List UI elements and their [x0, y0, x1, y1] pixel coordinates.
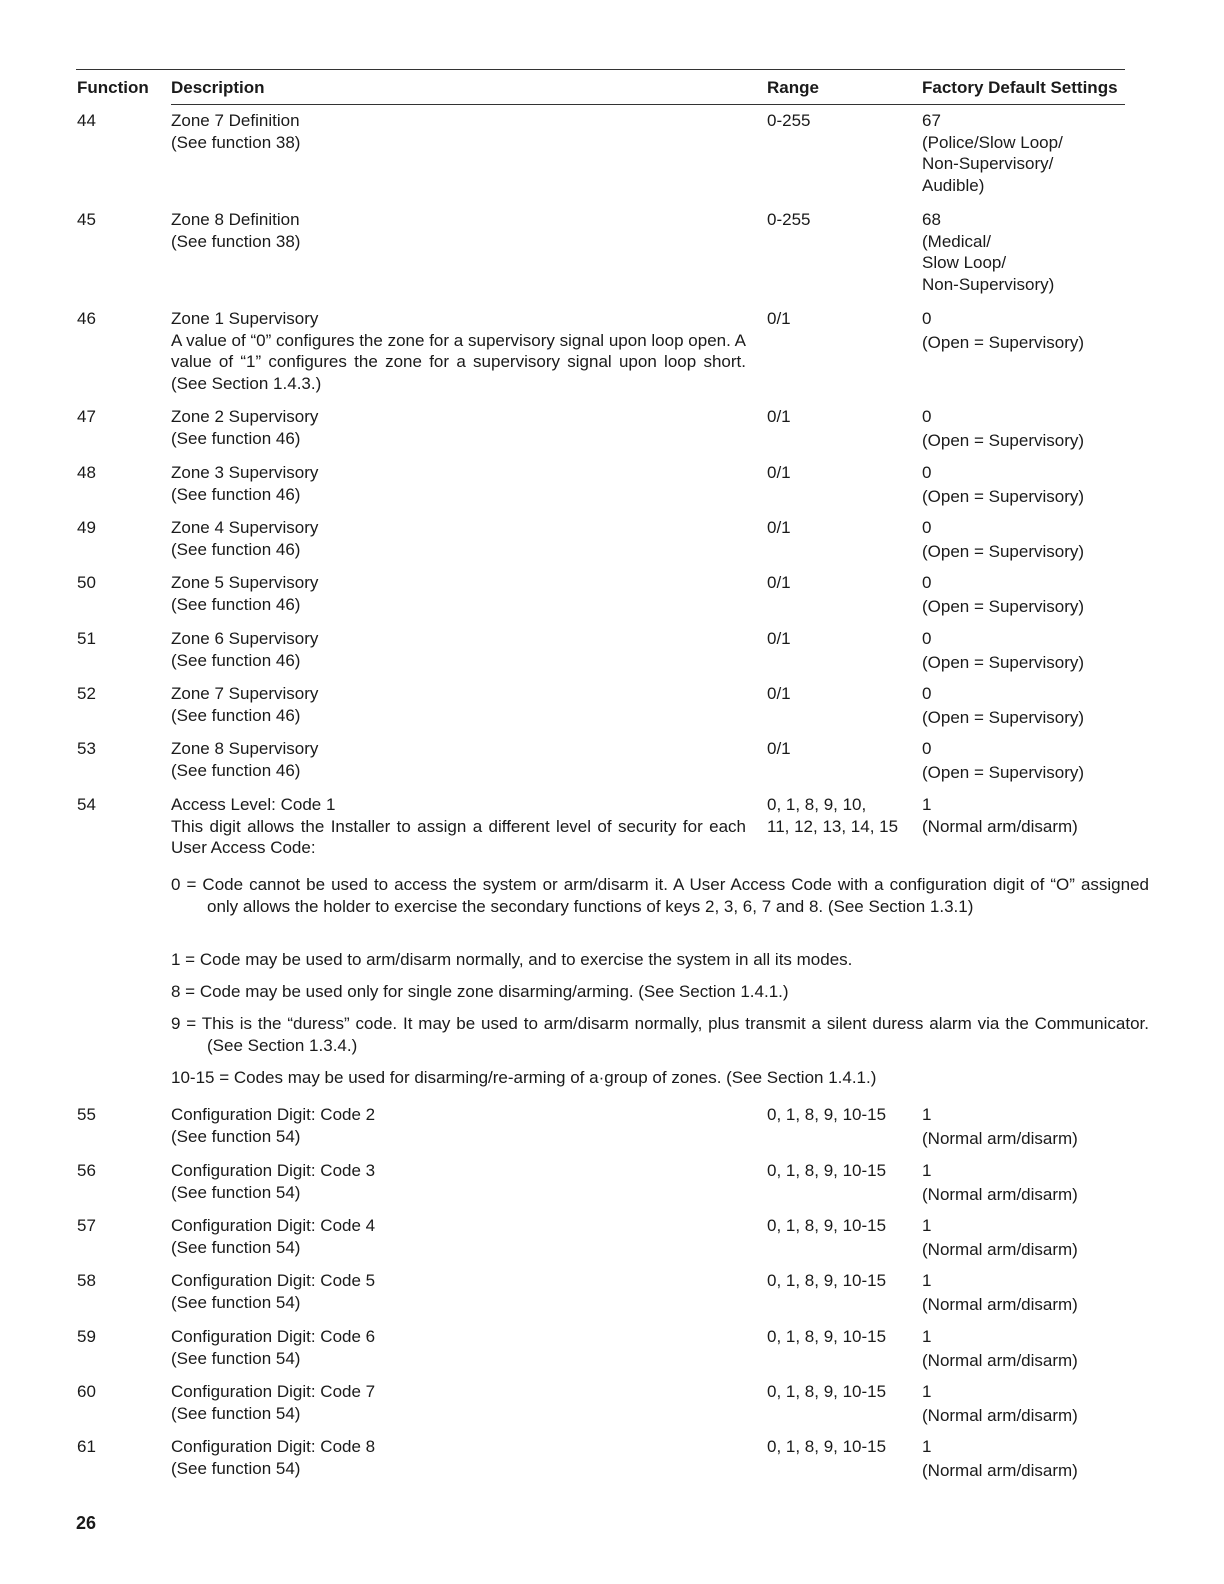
description-text: (See function 54) [171, 1348, 301, 1368]
default-value: 1 [922, 1161, 932, 1180]
description-cell [171, 572, 746, 615]
description-text: (See function 46) [171, 539, 301, 559]
range-value: 0, 1, 8, 9, 10-15 [767, 1161, 887, 1180]
range-value: 0, 1, 8, 9, 10-15 [767, 1327, 887, 1346]
description-text: (See function 54) [171, 1292, 301, 1312]
range-value: 0/1 [767, 407, 791, 426]
default-note: Non-Supervisory/ [922, 154, 1054, 173]
default-value: 1 [922, 795, 932, 814]
description-text: (See function 46) [171, 484, 301, 504]
description-text: (See function 54) [171, 1458, 301, 1478]
range-cell [767, 308, 917, 330]
range-cell [767, 406, 917, 428]
default-value: 68 [922, 210, 941, 229]
function-number: 52 [77, 684, 96, 703]
range-value: 0/1 [767, 309, 791, 328]
description-cell [171, 1270, 746, 1313]
header-rule [171, 104, 1125, 105]
description-title: Zone 5 Supervisory [171, 573, 319, 592]
default-cell [922, 1104, 1122, 1149]
description-cell [171, 738, 746, 781]
range-value: 0-255 [767, 111, 811, 130]
function-number: 58 [77, 1271, 96, 1290]
header-default: Factory Default Settings [922, 78, 1118, 97]
description-cell [171, 1215, 746, 1258]
default-value: 0 [922, 463, 932, 482]
default-note: (Open = Supervisory) [922, 332, 1085, 352]
description-text: This digit allows the Installer to assign a different level of security for each User Access Code: [171, 816, 746, 857]
description-cell [171, 308, 746, 394]
header-description: Description [171, 78, 265, 97]
range-cell [767, 1381, 917, 1403]
description-title: Configuration Digit: Code 4 [171, 1216, 376, 1235]
default-note: Slow Loop/ [922, 253, 1007, 272]
range-cell [767, 738, 917, 760]
default-value: 1 [922, 1271, 932, 1290]
description-title: Zone 7 Definition [171, 111, 300, 130]
default-cell [922, 1270, 1122, 1315]
description-cell [171, 406, 746, 449]
description-title: Zone 6 Supervisory [171, 629, 319, 648]
description-title: Configuration Digit: Code 2 [171, 1105, 376, 1124]
range-value: 0, 1, 8, 9, 10-15 [767, 1382, 887, 1401]
range-value: 0-255 [767, 210, 811, 229]
default-value: 0 [922, 684, 932, 703]
description-cell [171, 517, 746, 560]
header-function: Function [77, 78, 149, 97]
description-text: (See function 46) [171, 760, 301, 780]
function-number: 60 [77, 1382, 96, 1401]
function-number: 61 [77, 1437, 96, 1456]
default-note: (Open = Supervisory) [922, 430, 1085, 450]
description-cell [171, 1381, 746, 1424]
default-value: 1 [922, 1216, 932, 1235]
description-cell [171, 1436, 746, 1479]
range-cell [767, 110, 917, 132]
description-text: (See function 54) [171, 1126, 301, 1146]
default-note: (Normal arm/disarm) [922, 1184, 1078, 1204]
description-title: Zone 8 Supervisory [171, 739, 319, 758]
description-cell [171, 794, 746, 859]
range-cell [767, 517, 917, 539]
function-number: 45 [77, 210, 96, 229]
function-number: 49 [77, 518, 96, 537]
range-value: 0, 1, 8, 9, 10-15 [767, 1105, 887, 1124]
range-cell [767, 1436, 917, 1458]
description-text: (See function 38) [171, 231, 301, 251]
default-note: Non-Supervisory) [922, 274, 1055, 294]
range-value: 0/1 [767, 573, 791, 592]
description-text: (See function 54) [171, 1182, 301, 1202]
function-number: 44 [77, 111, 96, 130]
default-note: (Police/Slow Loop/ [922, 132, 1063, 152]
function-number: 57 [77, 1216, 96, 1235]
default-note: (Normal arm/disarm) [922, 1405, 1078, 1425]
default-note: (Normal arm/disarm) [922, 1460, 1078, 1480]
description-title: Zone 7 Supervisory [171, 684, 319, 703]
access-level-note: 10-15 = Codes may be used for disarming/re-arming of a·group of zones. (See Section 1.4.1.) [171, 1068, 877, 1087]
function-number: 50 [77, 573, 96, 592]
function-number: 54 [77, 795, 96, 814]
default-cell [922, 628, 1122, 673]
range-cell [767, 1270, 917, 1292]
range-cell [767, 209, 917, 231]
default-value: 0 [922, 629, 932, 648]
range-value: 0/1 [767, 684, 791, 703]
description-text: (See function 46) [171, 594, 301, 614]
default-note: (Medical/ [922, 231, 991, 251]
function-number: 55 [77, 1105, 96, 1124]
description-cell [171, 683, 746, 726]
description-text: (See function 46) [171, 428, 301, 448]
range-value: 11, 12, 13, 14, 15 [767, 816, 899, 836]
description-title: Configuration Digit: Code 3 [171, 1161, 376, 1180]
access-level-note: 8 = Code may be used only for single zone disarming/arming. (See Section 1.4.1.) [171, 982, 789, 1001]
default-cell [922, 209, 1122, 295]
default-note: (Normal arm/disarm) [922, 1239, 1078, 1259]
default-value: 1 [922, 1105, 932, 1124]
description-title: Access Level: Code 1 [171, 795, 336, 814]
default-value: 0 [922, 573, 932, 592]
function-number: 46 [77, 309, 96, 328]
default-cell [922, 1381, 1122, 1426]
description-text: A value of “0” configures the zone for a supervisory signal upon loop open. A value of “1” configures the zone for a supervisory signal upon loop short. (See Section 1.4.3.) [171, 330, 746, 393]
default-value: 0 [922, 739, 932, 758]
range-value: 0/1 [767, 463, 791, 482]
default-cell [922, 738, 1122, 783]
range-value: 0, 1, 8, 9, 10-15 [767, 1271, 887, 1290]
default-cell [922, 406, 1122, 451]
description-title: Configuration Digit: Code 7 [171, 1382, 376, 1401]
description-cell [171, 1160, 746, 1203]
description-title: Configuration Digit: Code 5 [171, 1271, 376, 1290]
description-cell [171, 1104, 746, 1147]
function-number: 51 [77, 629, 96, 648]
function-number: 48 [77, 463, 96, 482]
default-cell [922, 110, 1122, 196]
range-cell [767, 794, 917, 837]
default-cell [922, 517, 1122, 562]
default-cell [922, 683, 1122, 728]
range-cell [767, 683, 917, 705]
default-cell [922, 1215, 1122, 1260]
header-range: Range [767, 78, 819, 97]
range-value: 0/1 [767, 518, 791, 537]
description-title: Zone 3 Supervisory [171, 463, 319, 482]
range-value: 0/1 [767, 629, 791, 648]
range-value: 0/1 [767, 739, 791, 758]
range-cell [767, 1160, 917, 1182]
description-cell [171, 209, 746, 252]
description-text: (See function 46) [171, 650, 301, 670]
access-level-note: 1 = Code may be used to arm/disarm normally, and to exercise the system in all its modes. [171, 950, 853, 969]
access-level-note: 0 = Code cannot be used to access the system or arm/disarm it. A User Access Code with a configuration digit of “O” assigned only allows the holder to exercise the secondary functions of keys 2, 3, 6, 7 and 8. (See Section 1.3.1) [171, 875, 1149, 916]
default-note: (Open = Supervisory) [922, 707, 1085, 727]
default-cell [922, 794, 1122, 837]
function-number: 59 [77, 1327, 96, 1346]
description-cell [171, 462, 746, 505]
default-value: 1 [922, 1382, 932, 1401]
default-note: (Normal arm/disarm) [922, 1350, 1078, 1370]
access-level-note: 9 = This is the “duress” code. It may be used to arm/disarm normally, plus transmit a silent duress alarm via the Communicator. (See Section 1.3.4.) [171, 1014, 1149, 1055]
function-number: 56 [77, 1161, 96, 1180]
default-note: (Open = Supervisory) [922, 652, 1085, 672]
default-value: 1 [922, 1437, 932, 1456]
default-note: (Normal arm/disarm) [922, 816, 1078, 836]
range-cell [767, 462, 917, 484]
default-note: (Open = Supervisory) [922, 541, 1085, 561]
description-cell [171, 628, 746, 671]
range-cell [767, 572, 917, 594]
range-cell [767, 628, 917, 650]
page-number: 26 [76, 1513, 97, 1533]
default-value: 0 [922, 309, 932, 328]
description-title: Configuration Digit: Code 6 [171, 1327, 376, 1346]
default-cell [922, 1436, 1122, 1481]
default-value: 0 [922, 407, 932, 426]
function-number: 47 [77, 407, 96, 426]
description-text: (See function 38) [171, 132, 301, 152]
description-title: Zone 8 Definition [171, 210, 300, 229]
range-value: 0, 1, 8, 9, 10, [767, 795, 867, 814]
default-value: 0 [922, 518, 932, 537]
default-note: (Open = Supervisory) [922, 762, 1085, 782]
description-title: Configuration Digit: Code 8 [171, 1437, 376, 1456]
range-cell [767, 1104, 917, 1126]
description-cell [171, 1326, 746, 1369]
description-text: (See function 54) [171, 1403, 301, 1423]
default-cell [922, 1326, 1122, 1371]
default-cell [922, 1160, 1122, 1205]
default-note: (Open = Supervisory) [922, 596, 1085, 616]
default-cell [922, 308, 1122, 353]
top-rule [76, 69, 1125, 70]
range-value: 0, 1, 8, 9, 10-15 [767, 1216, 887, 1235]
description-title: Zone 2 Supervisory [171, 407, 319, 426]
default-note: (Normal arm/disarm) [922, 1128, 1078, 1148]
default-cell [922, 572, 1122, 617]
range-cell [767, 1215, 917, 1237]
description-text: (See function 46) [171, 705, 301, 725]
description-cell [171, 110, 746, 153]
description-title: Zone 4 Supervisory [171, 518, 319, 537]
function-number: 53 [77, 739, 96, 758]
range-value: 0, 1, 8, 9, 10-15 [767, 1437, 887, 1456]
default-value: 1 [922, 1327, 932, 1346]
default-note: (Normal arm/disarm) [922, 1294, 1078, 1314]
range-cell [767, 1326, 917, 1348]
default-note: (Open = Supervisory) [922, 486, 1085, 506]
default-value: 67 [922, 111, 941, 130]
description-text: (See function 54) [171, 1237, 301, 1257]
default-cell [922, 462, 1122, 507]
description-title: Zone 1 Supervisory [171, 309, 319, 328]
default-note: Audible) [922, 175, 985, 195]
